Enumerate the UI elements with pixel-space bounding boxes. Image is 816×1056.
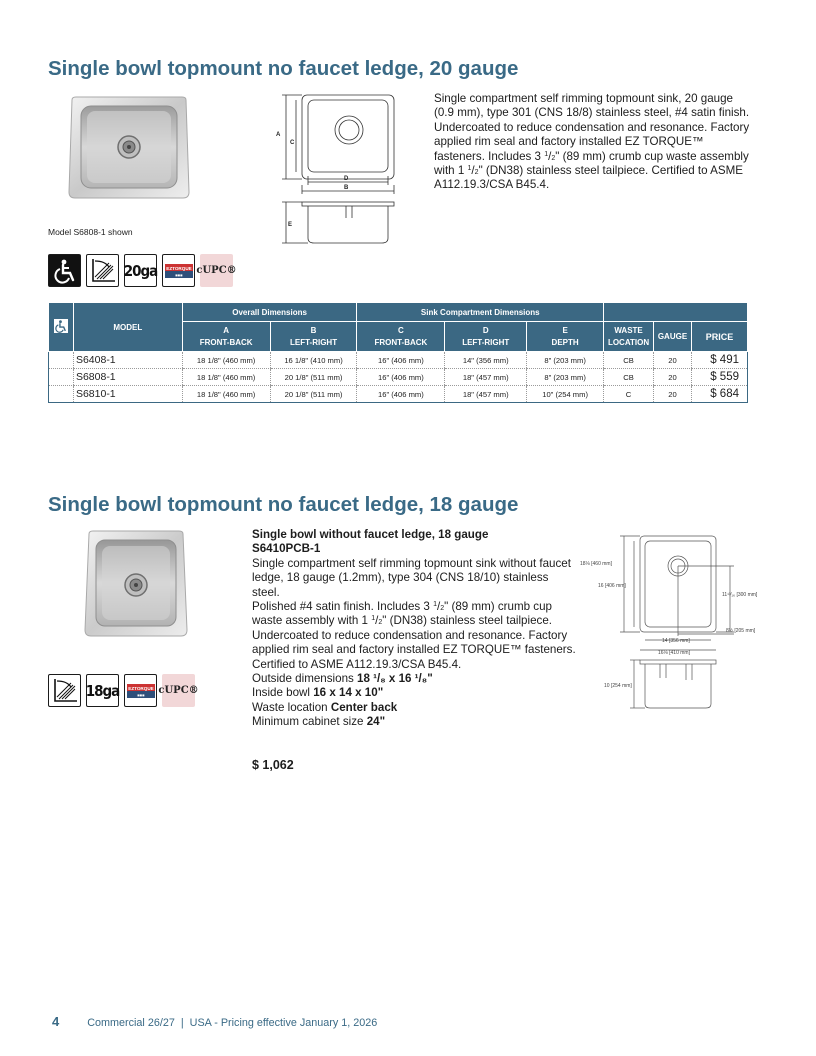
minimum-cabinet: Minimum cabinet size 24" xyxy=(252,715,386,729)
gauge-20-icon: 20ga xyxy=(124,254,157,287)
spec-table xyxy=(48,302,748,403)
col-e-header: E DEPTH xyxy=(527,322,604,352)
cell-waste: C xyxy=(604,386,654,403)
ada-accessible-icon xyxy=(54,319,68,333)
section1-description: Single compartment self rimming topmount sink, 20 gauge (0.9 mm), type 301 (CNS 18/8) stainless steel, #4 satin finish. Undercoated to reduce condensation and resonance. Factory applied rim seal and factory installed EZ TORQUE™ fasteners. Includes 3 $^1$/2" (89 mm) crumb cup waste assembly with 1 $^1$/2" (DN38) stainless steel tailpiece. Certified to ASME A112.19.3/CSA B45.4. xyxy=(434,92,750,192)
table-row xyxy=(49,369,748,386)
cell-b: 16 1/8" (410 mm) xyxy=(270,352,357,369)
price-header: PRICE xyxy=(691,322,747,352)
cell-a: 18 1/8" (460 mm) xyxy=(182,386,270,403)
svg-text:■■■: ■■■ xyxy=(136,692,145,697)
table-row xyxy=(49,352,748,369)
cell-gauge: 20 xyxy=(654,369,692,386)
gauge-18-icon: 18ga xyxy=(86,674,119,707)
page-number: 4 xyxy=(52,1014,60,1029)
cell-d: 14" (356 mm) xyxy=(445,352,527,369)
description-paragraph: Polished #4 satin finish. Includes 3 $^1$/2" (89 mm) crumb cup waste assembly with 1 $^1$/2" (DN38) stainless steel tailpiece. Undercoated to reduce condensation and resonance. Factory applied rim seal and factory installed EZ TORQUE™ fasteners. Certified to ASME A112.19.3/CSA B45.4. xyxy=(252,600,576,671)
model-column-header: MODEL xyxy=(73,303,182,352)
section-heading: Single bowl topmount no faucet ledge, 20 gauge xyxy=(48,57,519,80)
section-heading: Single bowl topmount no faucet ledge, 18 gauge xyxy=(48,493,519,516)
dim-label-bowl-lr: 14 [356 mm] xyxy=(662,638,690,644)
ada-column-header xyxy=(49,303,74,352)
dim-label-overall-fb: 18⅛ [460 mm] xyxy=(580,561,612,567)
page-footer xyxy=(52,1014,377,1029)
dim-label-drain-lr: 8½ [205 mm] xyxy=(726,628,756,634)
sink-compartment-header: Sink Compartment Dimensions xyxy=(357,303,604,322)
col-a-header: A FRONT-BACK xyxy=(182,322,270,352)
certification-icons xyxy=(48,254,237,287)
dim-label-d: D xyxy=(344,176,349,182)
dim-label-drain-fb: 11¹³⁄₁₆ [300 mm] xyxy=(722,592,758,598)
dim-label-overall-lr: 16⅛ [410 mm] xyxy=(658,650,690,656)
col-d-header: D LEFT-RIGHT xyxy=(445,322,527,352)
product-model: S6410PCB-1 xyxy=(252,542,321,556)
photo-caption: Model S6808-1 shown xyxy=(48,227,133,237)
cell-gauge: 20 xyxy=(654,386,692,403)
cell-gauge: 20 xyxy=(654,352,692,369)
overall-dimensions-header: Overall Dimensions xyxy=(182,303,357,322)
col-b-header: B LEFT-RIGHT xyxy=(270,322,357,352)
undercoated-icon xyxy=(86,254,119,287)
svg-text:■■■: ■■■ xyxy=(174,272,183,277)
svg-text:EZTORQUE: EZTORQUE xyxy=(165,265,192,271)
cell-d: 18" (457 mm) xyxy=(445,369,527,386)
cupc-icon: cUPC® xyxy=(200,254,233,287)
cell-c: 16" (406 mm) xyxy=(357,386,445,403)
outside-dimensions: Outside dimensions 18 ¹/₈ x 16 ¹/₈" xyxy=(252,672,433,686)
cell-price: $ 684 xyxy=(691,386,747,403)
cell-c: 16" (406 mm) xyxy=(357,352,445,369)
inside-bowl: Inside bowl 16 x 14 x 10" xyxy=(252,686,384,700)
product-price: $ 1,062 xyxy=(252,758,294,772)
cell-e: 8" (203 mm) xyxy=(527,352,604,369)
cell-waste: CB xyxy=(604,369,654,386)
cell-b: 20 1/8" (511 mm) xyxy=(270,369,357,386)
dim-label-bowl-fb: 16 [406 mm] xyxy=(598,583,626,589)
dim-label-a: A xyxy=(276,132,281,138)
cupc-icon: cUPC® xyxy=(162,674,195,707)
cell-price: $ 491 xyxy=(691,352,747,369)
table-row xyxy=(49,386,748,403)
waste-location-header: WASTE LOCATION xyxy=(604,322,654,352)
col-c-header: C FRONT-BACK xyxy=(357,322,445,352)
cell-price: $ 559 xyxy=(691,369,747,386)
undercoated-icon xyxy=(48,674,81,707)
certification-icons xyxy=(48,674,199,707)
description-paragraph: Single compartment self rimming topmount sink without faucet ledge, 18 gauge (1.2mm), type 304 (CNS 18/10) stainless steel. xyxy=(252,556,571,599)
gauge-header: GAUGE xyxy=(654,322,692,352)
dim-label-e: E xyxy=(288,222,293,228)
cell-waste: CB xyxy=(604,352,654,369)
cell-e: 8" (203 mm) xyxy=(527,369,604,386)
cell-c: 16" (406 mm) xyxy=(357,369,445,386)
ada-accessible-icon xyxy=(48,254,81,287)
footer-text: Commercial 26/27 | USA - Pricing effective January 1, 2026 xyxy=(87,1017,378,1029)
ez-torque-icon xyxy=(124,674,157,707)
cell-a: 18 1/8" (460 mm) xyxy=(182,352,270,369)
waste-location: Waste location Center back xyxy=(252,700,398,714)
sink-photo xyxy=(84,530,188,638)
cell-b: 20 1/8" (511 mm) xyxy=(270,386,357,403)
cell-a: 18 1/8" (460 mm) xyxy=(182,369,270,386)
svg-text:EZTORQUE: EZTORQUE xyxy=(127,685,154,691)
cell-e: 10" (254 mm) xyxy=(527,386,604,403)
cell-d: 18" (457 mm) xyxy=(445,386,527,403)
model-cell: S6810-1 xyxy=(73,386,182,403)
sink-photo xyxy=(68,96,190,200)
dim-label-depth: 10 [254 mm] xyxy=(604,683,632,689)
product-title: Single bowl without faucet ledge, 18 gauge xyxy=(252,528,489,541)
sink-dimension-drawing xyxy=(272,90,400,250)
sink-dimension-drawing xyxy=(578,530,772,716)
model-cell: S6408-1 xyxy=(73,352,182,369)
section2-description xyxy=(252,528,578,730)
ez-torque-icon xyxy=(162,254,195,287)
blank-group-header xyxy=(604,303,748,322)
dim-label-b: B xyxy=(344,185,349,191)
model-cell: S6808-1 xyxy=(73,369,182,386)
dim-label-c: C xyxy=(290,140,295,146)
